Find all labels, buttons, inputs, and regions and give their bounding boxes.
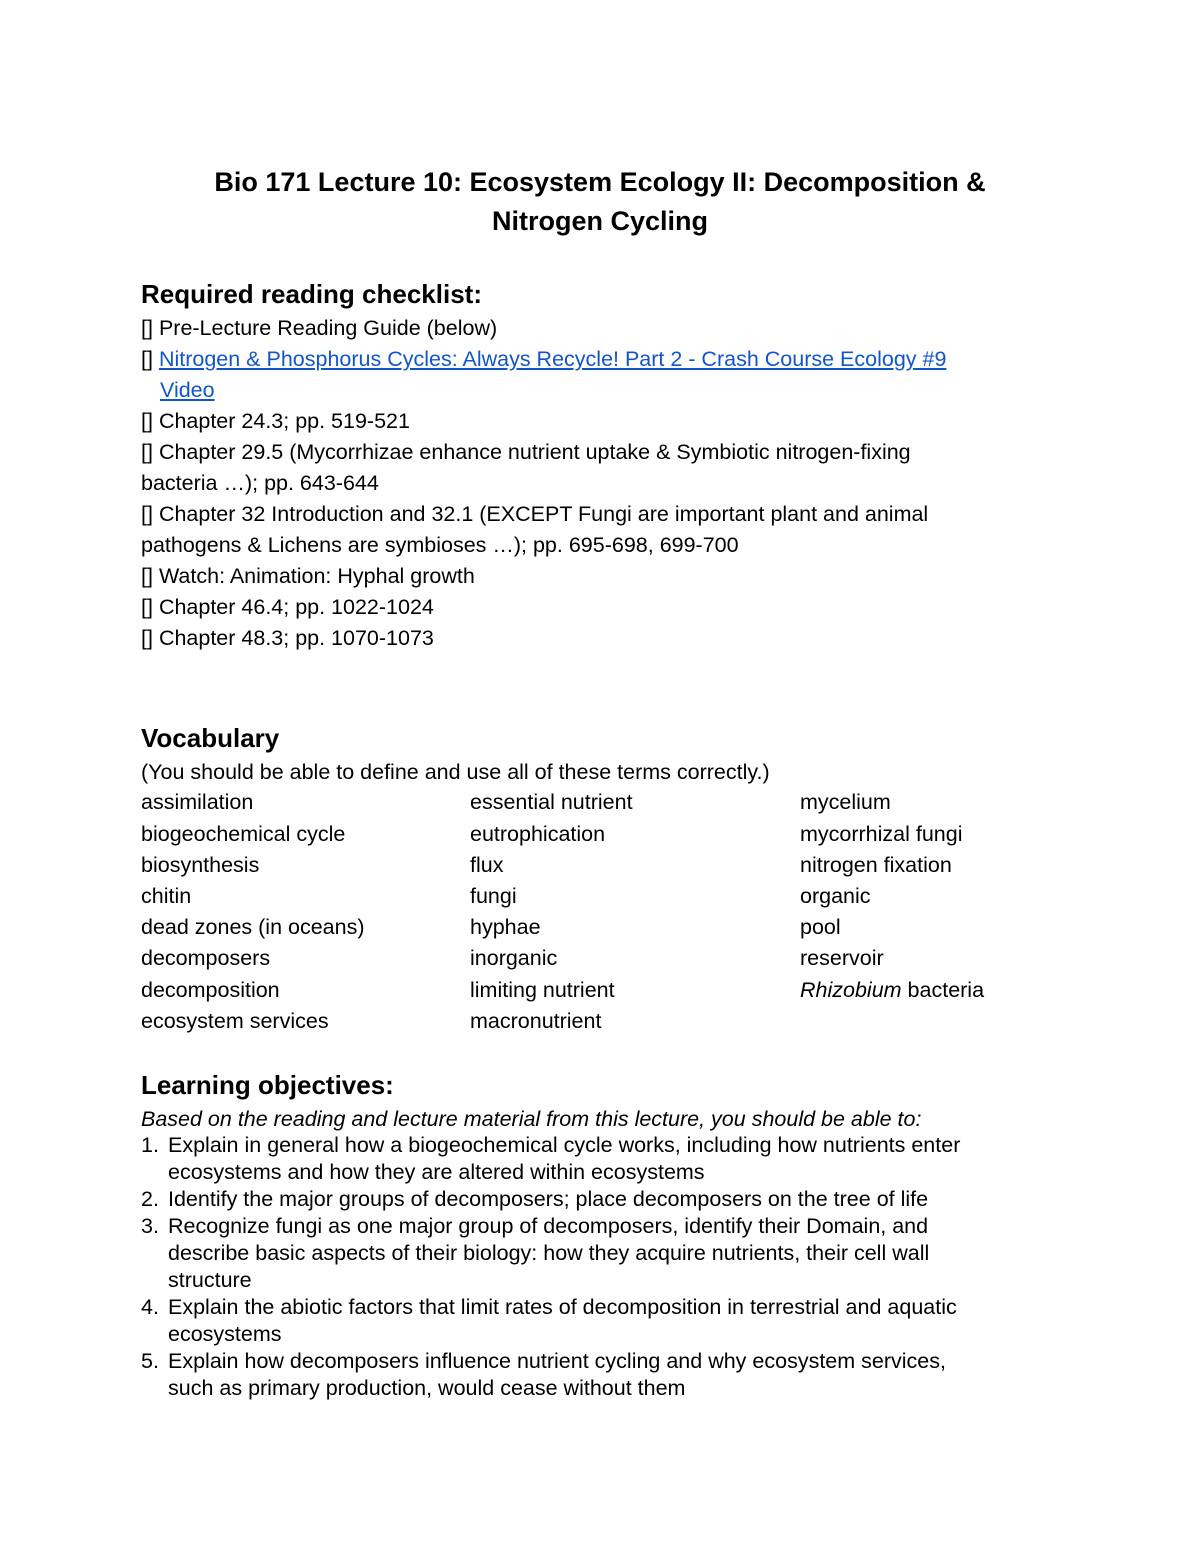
objective-number: 5.: [141, 1349, 159, 1373]
vocabulary-note: (You should be able to define and use all of these terms correctly.): [141, 760, 770, 784]
objective-number: 2.: [141, 1187, 159, 1211]
objective-text: Explain how decomposers influence nutrient cycling and why ecosystem services,: [168, 1349, 946, 1373]
page-title-line-2: Nitrogen Cycling: [491, 206, 708, 236]
vocab-term: flux: [470, 853, 504, 877]
objective-text: describe basic aspects of their biology: how they acquire nutrients, their cell wall: [168, 1241, 930, 1265]
objective-number: 3.: [141, 1214, 159, 1238]
reading-item: [141, 313, 497, 343]
reading-item: [141, 623, 434, 653]
objective-number: 1.: [141, 1133, 159, 1157]
reading-item-continuation: pathogens & Lichens are symbioses …); pp. 695-698, 699-700: [141, 533, 739, 557]
vocab-term: organic: [800, 884, 871, 908]
checkbox-marker[interactable]: []: [141, 347, 153, 371]
vocab-term: reservoir: [800, 946, 884, 970]
vocab-term: limiting nutrient: [470, 978, 615, 1002]
checkbox-marker[interactable]: []: [141, 316, 153, 340]
vocab-term: decomposers: [141, 946, 271, 970]
reading-item-text: Chapter 46.4; pp. 1022-1024: [158, 595, 434, 619]
vocab-term: [800, 975, 984, 1005]
objective-text: Explain the abiotic factors that limit rates of decomposition in terrestrial and aquatic: [168, 1295, 957, 1319]
crash-course-video-link-continued[interactable]: Video: [160, 378, 215, 402]
crash-course-video-link[interactable]: Nitrogen & Phosphorus Cycles: Always Recycle! Part 2 - Crash Course Ecology #9: [158, 347, 947, 371]
reading-item-text: Chapter 32 Introduction and 32.1 (EXCEPT Fungi are important plant and animal: [158, 502, 929, 526]
objective-text: Recognize fungi as one major group of decomposers, identify their Domain, and: [168, 1214, 929, 1238]
checkbox-marker[interactable]: []: [141, 502, 153, 526]
checkbox-marker[interactable]: []: [141, 626, 153, 650]
vocab-term-italic: Rhizobium: [800, 978, 902, 1002]
reading-item-continuation: bacteria …); pp. 643-644: [141, 471, 379, 495]
learning-objectives-heading: Learning objectives:: [141, 1070, 394, 1100]
vocab-term: nitrogen fixation: [800, 853, 952, 877]
objectives-intro: Based on the reading and lecture material from this lecture, you should be able to:: [141, 1107, 922, 1131]
reading-item: [141, 499, 928, 529]
objective-number: 4.: [141, 1295, 159, 1319]
checkbox-marker[interactable]: []: [141, 409, 153, 433]
reading-item-text: Pre-Lecture Reading Guide (below): [158, 316, 498, 340]
reading-item: [141, 406, 410, 436]
vocab-term-rest: bacteria: [901, 978, 985, 1002]
reading-item-text: Chapter 24.3; pp. 519-521: [158, 409, 410, 433]
objective-text: ecosystems: [168, 1322, 282, 1346]
objective-text: Explain in general how a biogeochemical cycle works, including how nutrients enter: [168, 1133, 961, 1157]
page-title-line-1: Bio 171 Lecture 10: Ecosystem Ecology II: Decomposition &: [214, 167, 986, 197]
vocab-term: dead zones (in oceans): [141, 915, 365, 939]
vocab-term: essential nutrient: [470, 790, 633, 814]
vocab-term: biosynthesis: [141, 853, 260, 877]
objective-text: ecosystems and how they are altered within ecosystems: [168, 1160, 705, 1184]
objective-text: such as primary production, would cease without them: [168, 1376, 686, 1400]
vocab-term: macronutrient: [470, 1009, 602, 1033]
vocab-term: ecosystem services: [141, 1009, 329, 1033]
reading-item-continuation: [160, 375, 215, 405]
vocab-term: mycorrhizal fungi: [800, 822, 963, 846]
vocab-term: fungi: [470, 884, 517, 908]
vocab-term: assimilation: [141, 790, 254, 814]
checkbox-marker[interactable]: []: [141, 595, 153, 619]
reading-item: [141, 561, 475, 591]
reading-item: [141, 437, 911, 467]
reading-item: [141, 344, 946, 374]
vocab-term: inorganic: [470, 946, 558, 970]
vocab-term: pool: [800, 915, 841, 939]
reading-item: [141, 592, 434, 622]
objective-text: Identify the major groups of decomposers; place decomposers on the tree of life: [168, 1187, 929, 1211]
reading-item-text: Watch: Animation: Hyphal growth: [158, 564, 475, 588]
checkbox-marker[interactable]: []: [141, 440, 153, 464]
vocab-term: chitin: [141, 884, 192, 908]
vocabulary-heading: Vocabulary: [141, 723, 280, 753]
reading-checklist-heading: Required reading checklist:: [141, 279, 482, 309]
vocab-term: decomposition: [141, 978, 280, 1002]
objective-text: structure: [168, 1268, 252, 1292]
vocab-term: mycelium: [800, 790, 891, 814]
reading-item-text: Chapter 29.5 (Mycorrhizae enhance nutrient uptake & Symbiotic nitrogen-fixing: [158, 440, 911, 464]
reading-item-text: Chapter 48.3; pp. 1070-1073: [158, 626, 434, 650]
vocab-term: eutrophication: [470, 822, 606, 846]
vocab-term: biogeochemical cycle: [141, 822, 346, 846]
vocab-term: hyphae: [470, 915, 541, 939]
checkbox-marker[interactable]: []: [141, 564, 153, 588]
